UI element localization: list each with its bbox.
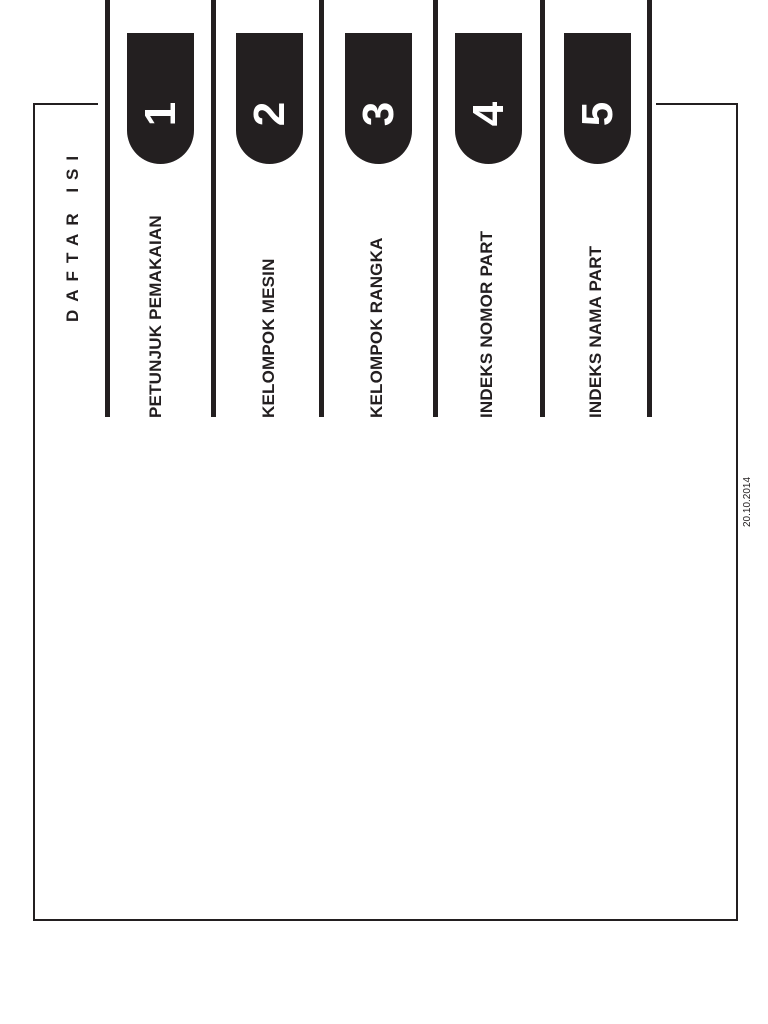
- section-divider: [540, 0, 545, 417]
- section-label-2[interactable]: KELOMPOK MESIN: [259, 258, 278, 418]
- section-label-5[interactable]: INDEKS NAMA PART: [586, 245, 605, 418]
- section-divider: [105, 0, 110, 417]
- date-stamp: 20.10.2014: [742, 476, 753, 527]
- section-number: 4: [463, 101, 513, 127]
- section-divider: [319, 0, 324, 417]
- section-tab-5[interactable]: [564, 33, 631, 164]
- section-tab-1[interactable]: [127, 33, 194, 164]
- section-label-4[interactable]: INDEKS NOMOR PART: [477, 230, 496, 418]
- section-label-3[interactable]: KELOMPOK RANGKA: [367, 237, 386, 418]
- section-divider: [211, 0, 216, 417]
- section-tab-4[interactable]: [455, 33, 522, 164]
- toc-title: DAFTAR ISI: [63, 147, 82, 322]
- section-number: 3: [353, 101, 403, 127]
- section-divider: [433, 0, 438, 417]
- section-divider: [647, 0, 652, 417]
- section-number: 2: [244, 101, 294, 127]
- section-number: 1: [135, 101, 185, 127]
- section-tab-2[interactable]: [236, 33, 303, 164]
- section-number: 5: [572, 101, 622, 127]
- section-tab-3[interactable]: [345, 33, 412, 164]
- page-frame: [33, 103, 738, 921]
- section-label-1[interactable]: PETUNJUK PEMAKAIAN: [146, 215, 165, 418]
